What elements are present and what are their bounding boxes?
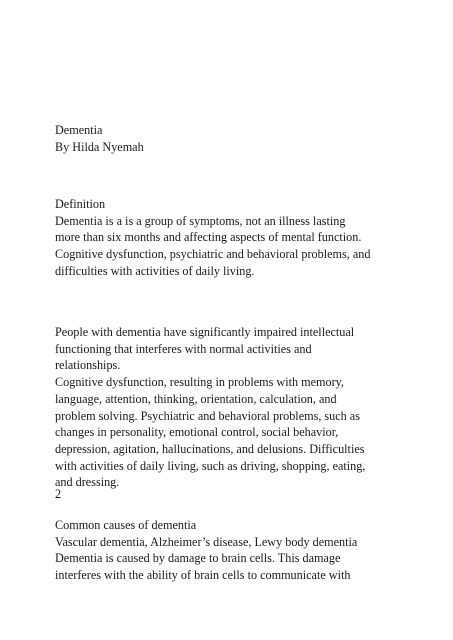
paragraph-line: problem solving. Psychiatric and behavioral problems, such as <box>55 408 360 423</box>
definition-section <box>55 196 405 280</box>
page-number-block <box>55 486 405 503</box>
paragraph-line: changes in personality, emotional control, social behavior, <box>55 425 339 440</box>
paragraph-line: language, attention, thinking, orientation, calculation, and <box>55 391 337 406</box>
paragraph-line: depression, agitation, hallucinations, and delusions. Difficulties <box>55 441 365 456</box>
symptoms-section <box>55 324 405 491</box>
document-title: Dementia <box>55 123 103 137</box>
paragraph-line: Cognitive dysfunction, psychiatric and behavioral problems, and <box>55 247 371 262</box>
page-number: 2 <box>55 487 62 501</box>
paragraph-line: and dressing. <box>55 475 120 490</box>
document-author: By Hilda Nyemah <box>55 139 144 154</box>
section-heading-causes: Common causes of dementia <box>55 518 197 532</box>
paragraph-line: Vascular dementia, Alzheimer’s disease, Lewy body dementia <box>55 534 358 549</box>
paragraph-line: Cognitive dysfunction, resulting in problems with memory, <box>55 375 344 390</box>
causes-section <box>55 517 405 584</box>
paragraph-line: more than six months and affecting aspects of mental function. <box>55 230 362 245</box>
paragraph-line: People with dementia have significantly impaired intellectual <box>55 325 355 339</box>
paragraph-line: Dementia is a is a group of symptoms, not an illness lasting <box>55 213 346 228</box>
paragraph-line: with activities of daily living, such as driving, shopping, eating, <box>55 458 366 473</box>
title-block <box>55 122 405 155</box>
paragraph-line: difficulties with activities of daily living. <box>55 263 255 278</box>
section-heading-definition: Definition <box>55 197 106 211</box>
paragraph-line: relationships. <box>55 358 121 373</box>
paragraph-line: functioning that interferes with normal activities and <box>55 341 312 356</box>
paragraph-line: interferes with the ability of brain cells to communicate with <box>55 568 351 583</box>
paragraph-line: Dementia is caused by damage to brain cells. This damage <box>55 551 341 566</box>
